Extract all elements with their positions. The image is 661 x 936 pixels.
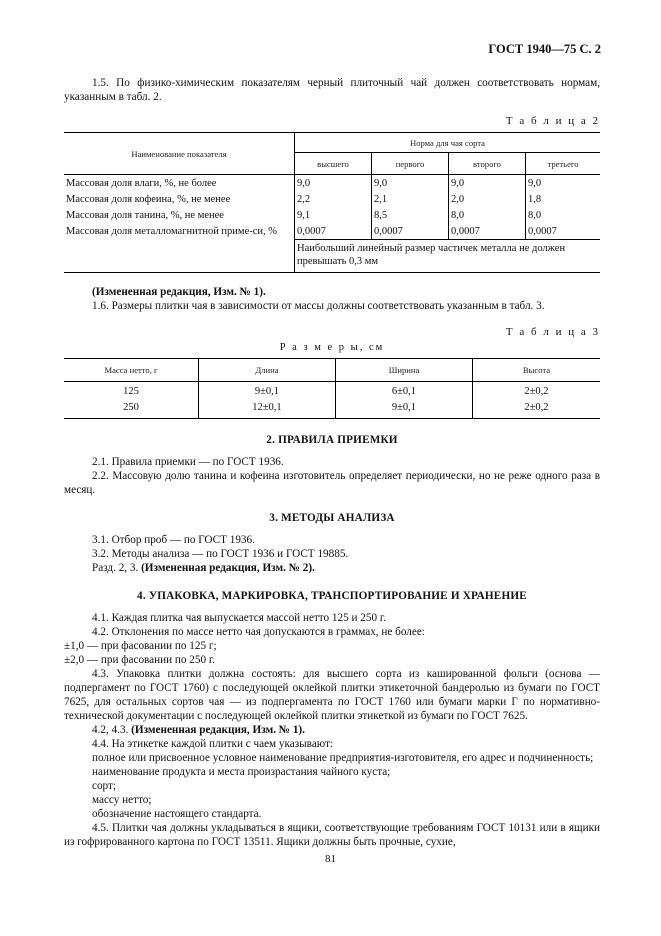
section-1-content	[64, 76, 600, 849]
table-2	[64, 132, 600, 273]
table-row: Массовая доля кофеина, %, не менее 2,2 2,1 2,0 1,8	[64, 191, 600, 207]
paragraph-4-2-b: ±2,0 — при фасовании по 250 г.	[64, 654, 215, 666]
table-row: 250 12±0,1 9±0,1 2±0,2	[64, 400, 600, 419]
paragraph-2-2: 2.2. Массовую долю танина и кофеина изготовитель определяет периодически, но не реже одного раза в месяц.	[64, 470, 600, 496]
paragraph-4-4-e: обозначение настоящего стандарта.	[92, 808, 262, 820]
table-3-caption: Т а б л и ц а 3	[505, 326, 600, 338]
table-row: Массовая доля металломагнитной приме-си, % 0,0007 0,0007 0,0007 0,0007	[64, 223, 600, 240]
paragraph-4-1: 4.1. Каждая плитка чая выпускается массой нетто 125 и 250 г.	[92, 612, 386, 624]
paragraph-4-4-b: наименование продукта и места произрастания чайного куста;	[92, 766, 391, 778]
table-2-header-group: Норма для чая сорта	[295, 133, 601, 153]
paragraph-4-2: 4.2. Отклонения по массе нетто чая допускаются в граммах, не более:	[92, 626, 425, 638]
table-2-grade: второго	[449, 153, 526, 175]
paragraph-4-4: 4.4. На этикетке каждой плитки с чаем указывают:	[92, 738, 333, 750]
section-2-title: 2. ПРАВИЛА ПРИЕМКИ	[266, 434, 398, 446]
table-2-header-name: Наименование показателя	[131, 148, 227, 159]
page-number: 81	[325, 853, 336, 865]
table-row: 125 9±0,1 6±0,1 2±0,2	[64, 382, 600, 401]
paragraph-3-1: 3.1. Отбор проб — по ГОСТ 1936.	[92, 534, 255, 546]
table-3-header: Длина	[199, 359, 336, 382]
paragraph-4-2-a: ±1,0 — при фасовании по 125 г;	[64, 640, 217, 652]
paragraph-4-3: 4.3. Упаковка плитки должна состоять: для высшего сорта из кашированной фольги (основа — подпергамент по ГОСТ 1760) с последующей оклейкой плитки этикеточной бандеролью из бумаги по ГОСТ 7625, для остальных сортов чая — из подпергамента по ГОСТ 1760 или бумаги марки Г по нормативно-технической документации с последующей оклейкой плитки этикеткой из бумаги по ГОСТ 7625.	[64, 668, 600, 722]
paragraph-1-6: 1.6. Размеры плитки чая в зависимости от массы должны соответствовать указанным в табл. 3.	[92, 300, 545, 312]
table-3-header: Ширина	[336, 359, 473, 382]
amendment-note: (Измененная редакция, Изм. № 1).	[92, 286, 266, 298]
table-2-caption: Т а б л и ц а 2	[505, 115, 600, 127]
table-3-header: Высота	[473, 359, 601, 382]
paragraph-2-1: 2.1. Правила приемки — по ГОСТ 1936.	[92, 456, 284, 468]
table-3-subtitle: Р а з м е р ы, см	[279, 342, 385, 353]
paragraph-3-2: 3.2. Методы анализа — по ГОСТ 1936 и ГОСТ 19885.	[92, 548, 349, 560]
table-row: Массовая доля влаги, %, не более 9,0 9,0 9,0 9,0	[64, 175, 600, 192]
table-2-note: Наибольший линейный размер частичек металла не должен превышать 0,3 мм	[295, 240, 601, 273]
table-2-grade: высшего	[295, 153, 372, 175]
table-row: Массовая доля танина, %, не менее 9,1 8,5 8,0 8,0	[64, 207, 600, 223]
paragraph-4-5: 4.5. Плитки чая должны укладываться в ящики, соответствующие требованиям ГОСТ 10131 или в ящики из гофрированного картона по ГОСТ 13511. Ящики должны быть прочные, сухие,	[64, 822, 600, 848]
running-header: ГОСТ 1940—75 С. 2	[488, 42, 601, 56]
paragraph-4-4-d: массу нетто;	[92, 794, 152, 806]
paragraph-4-4-c: сорт;	[92, 780, 117, 792]
table-2-grade: третьего	[526, 153, 601, 175]
table-2-grade: первого	[372, 153, 449, 175]
paragraph-4-amendment: 4.2, 4.3. (Измененная редакция, Изм. № 1).	[92, 724, 305, 736]
section-4-title: 4. УПАКОВКА, МАРКИРОВКА, ТРАНСПОРТИРОВАНИЕ И ХРАНЕНИЕ	[137, 590, 527, 602]
paragraph-3-amendment: Разд. 2, 3. (Измененная редакция, Изм. № 2).	[92, 562, 315, 574]
paragraph-4-4-a: полное или присвоенное условное наименование предприятия-изготовителя, его адрес и подчиненность;	[92, 752, 594, 764]
section-3-title: 3. МЕТОДЫ АНАЛИЗА	[269, 512, 395, 524]
table-3	[64, 358, 600, 419]
table-3-header: Масса нетто, г	[64, 359, 199, 382]
paragraph-1-5: 1.5. По физико-химическим показателям черный плиточный чай должен соответствовать нормам, указанным в табл. 2.	[64, 77, 600, 103]
